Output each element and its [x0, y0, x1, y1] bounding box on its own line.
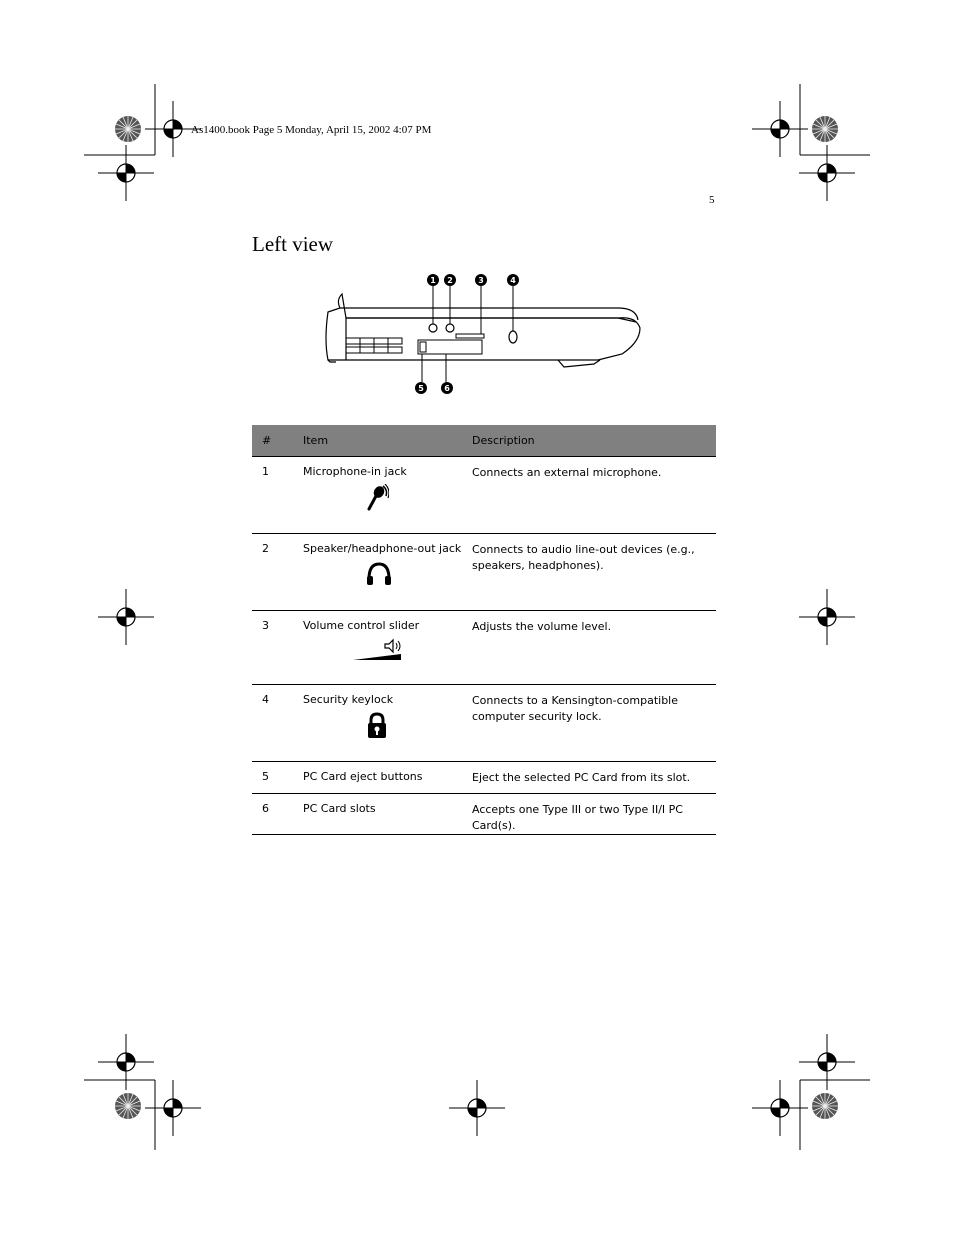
table-row [252, 685, 716, 762]
laptop-left-view-diagram [318, 270, 648, 400]
table-row [252, 794, 716, 835]
callout-2: 2 [447, 276, 453, 285]
row-item: PC Card eject buttons [303, 762, 472, 794]
row-description: Connects an external microphone. [472, 457, 716, 534]
table-header-row [252, 425, 716, 457]
callout-5: 5 [418, 384, 424, 393]
microphone-icon [365, 484, 389, 512]
ports-table [252, 425, 716, 835]
lock-icon [365, 712, 389, 740]
row-number: 3 [252, 611, 303, 685]
callout-3: 3 [478, 276, 484, 285]
callout-1: 1 [430, 276, 436, 285]
row-item-label: Security keylock [303, 693, 394, 706]
row-description: Connects to a Kensington-compatible computer security lock. [472, 685, 716, 762]
row-item [303, 534, 472, 611]
table-row [252, 534, 716, 611]
row-description: Adjusts the volume level. [472, 611, 716, 685]
table-row [252, 457, 716, 534]
row-item-label: Speaker/headphone-out jack [303, 542, 462, 555]
header-number: # [252, 425, 303, 457]
pc-card-slot-area [418, 334, 484, 354]
print-header: As1400.book Page 5 Monday, April 15, 2002 4:07 PM [191, 124, 432, 136]
row-number: 4 [252, 685, 303, 762]
row-item [303, 457, 472, 534]
callout-4: 4 [510, 276, 516, 285]
laptop-outline [326, 294, 640, 367]
callout-6: 6 [444, 384, 450, 393]
row-description: Accepts one Type III or two Type II/I PC Card(s). [472, 794, 716, 835]
row-item [303, 611, 472, 685]
row-item-label: Microphone-in jack [303, 465, 407, 478]
table-row [252, 611, 716, 685]
row-description: Connects to audio line-out devices (e.g., speakers, headphones). [472, 534, 716, 611]
header-description: Description [472, 425, 716, 457]
row-item-label: Volume control slider [303, 619, 420, 632]
row-number: 5 [252, 762, 303, 794]
row-number: 2 [252, 534, 303, 611]
header-item: Item [303, 425, 472, 457]
row-item [303, 685, 472, 762]
row-item: PC Card slots [303, 794, 472, 835]
table-row [252, 762, 716, 794]
volume-slider-icon [351, 638, 405, 662]
vent-slots [346, 338, 402, 353]
row-number: 6 [252, 794, 303, 835]
page-number: 5 [709, 194, 715, 206]
section-title: Left view [252, 232, 334, 256]
row-description: Eject the selected PC Card from its slot. [472, 762, 716, 794]
row-number: 1 [252, 457, 303, 534]
headphones-icon [365, 561, 393, 587]
